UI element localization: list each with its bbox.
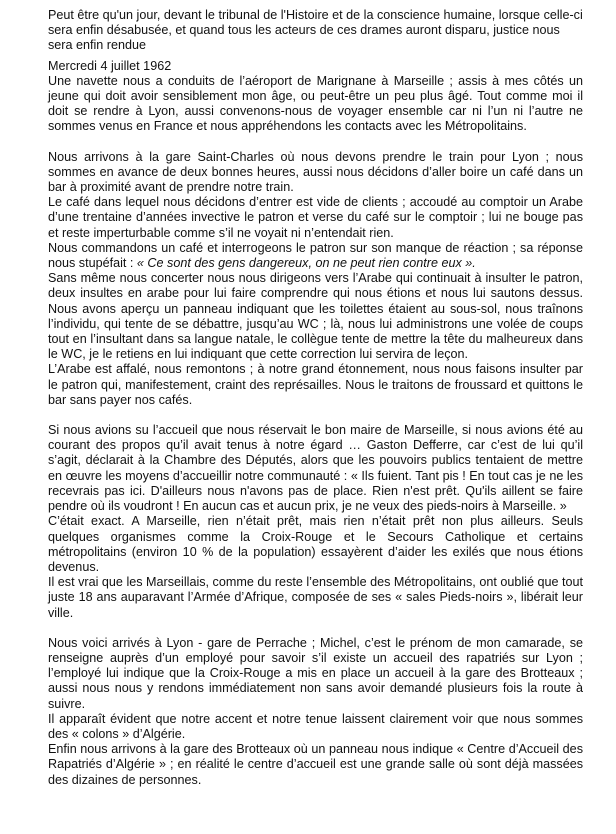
- paragraph-12: Enfin nous arrivons à la gare des Brotteaux où un panneau nous indique « Centre d’Accueil des Rapatriés d’Algérie » ; en réalité le centre d’accueil est une grande salle où sont déjà massées des dizaines de personnes.: [48, 742, 583, 787]
- paragraph-7: Si nous avions su l’accueil que nous réservait le bon maire de Marseille, si nous avions été au courant des propos qu’il avait tenus à notre égard … Gaston Defferre, car c’est de lui qu’il s’agit, déclarait à la Chambre des Députés, alors que les pouvoirs publics tentaient de mettre en œuvre les moyens d’accueillir notre communauté : « Ils fuient. Tant pis ! En tout cas je ne les recevrais pas ici. D'ailleurs nous n'avons pas de place. Rien n'est prêt. Qu'ils aillent se faire pendre où ils voudront ! En aucun cas et aucun prix, je ne veux des pieds-noirs à Marseille. »: [48, 423, 583, 514]
- paragraph-2: Nous arrivons à la gare Saint-Charles où nous devons prendre le train pour Lyon ; nous sommes en avance de deux bonnes heures, aussi nous décidons d’aller boire un café dans un bar à proximité avant de prendre notre train.: [48, 149, 583, 195]
- paragraph-5: Sans même nous concerter nous nous dirigeons vers l’Arabe qui continuait à insulter le patron, deux insultes en arabe pour lui faire comprendre qui nous étions et nous lui sautons dessus. Nous avons aperçu un panneau indiquant que les toilettes étaient au sous-sol, nous traînons l’individu, qui tente de se débattre, jusqu’au WC ; là, nous lui administrons une volée de coups tout en l’insultant dans sa langue natale, le collègue tente de mettre la tête du malheureux dans le WC, je le retiens en lui indiquant que cette correction lui servira de leçon.: [48, 271, 583, 362]
- paragraph-9: Il est vrai que les Marseillais, comme du reste l’ensemble des Métropolitains, ont oublié que tout juste 18 ans auparavant l’Armée d’Afrique, composée de ses « sales Pieds-noirs », libérait leur ville.: [48, 575, 583, 620]
- paragraph-10: Nous voici arrivés à Lyon - gare de Perrache ; Michel, c’est le prénom de mon camarade, se renseigne auprès d’un employé pour savoir s’il existe un accueil des rapatriés sur Lyon ; l’employé lui indique que la Croix-Rouge a mis en place un accueil à la gare des Brotteaux ; aussi nous nous y rendons immédiatement non sans avoir demandé plusieurs fois la route à suivre.: [48, 635, 583, 711]
- spacer: [48, 135, 583, 150]
- paragraph-4: [48, 241, 583, 271]
- paragraph-4-lead: Nous commandons un café et interrogeons le patron sur son manque de réaction ; sa réponse nous stupéfait :: [48, 240, 583, 271]
- intro-paragraph: Peut être qu'un jour, devant le tribunal de l'Histoire et de la conscience humaine, lorsque celle-ci sera enfin désabusée, et quand tous les acteurs de ces drames auront disparu, justice nous sera enfin rendue: [48, 8, 583, 53]
- entry-date: Mercredi 4 juillet 1962: [48, 58, 172, 73]
- paragraph-6: L’Arabe est affalé, nous remontons ; à notre grand étonnement, nous nous faisons insulter par le patron qui, manifestement, craint des représailles. Nous le traitons de froussard et quittons le bar sans payer nos cafés.: [48, 362, 583, 407]
- paragraph-11: Il apparaît évident que notre accent et notre tenue laissent clairement voir que nous sommes des « colons » d’Algérie.: [48, 711, 583, 741]
- paragraph-4-quote: « Ce sont des gens dangereux, on ne peut rien contre eux ».: [136, 256, 476, 271]
- spacer: [48, 408, 583, 423]
- spacer: [48, 621, 583, 636]
- paragraph-1: Une navette nous a conduits de l’aéroport de Marignane à Marseille ; assis à mes côtés un jeune qui doit avoir sensiblement mon âge, ou peut-être un peu plus âgé. Tout comme moi il doit se rendre à Lyon, aussi convenons-nous de voyager ensemble car ni l’un ni l’autre ne sommes venus en France et nous appréhendons les contacts avec les Métropolitains.: [48, 73, 583, 134]
- paragraph-8: C’était exact. A Marseille, rien n’était prêt, mais rien n’était prêt non plus ailleurs. Seuls quelques organismes comme la Croix-Rouge et le Secours Catholique et certains métropolitains (environ 10 % de la population) essayèrent d’aider les exilés que nous étions devenus.: [48, 514, 583, 574]
- paragraph-3: Le café dans lequel nous décidons d’entrer est vide de clients ; accoudé au comptoir un Arabe d’une trentaine d’années invective le patron et verse du café sur le comptoir ; lui ne bouge pas et reste imperturbable comme s’il ne voyait ni n’entendait rien.: [48, 195, 583, 240]
